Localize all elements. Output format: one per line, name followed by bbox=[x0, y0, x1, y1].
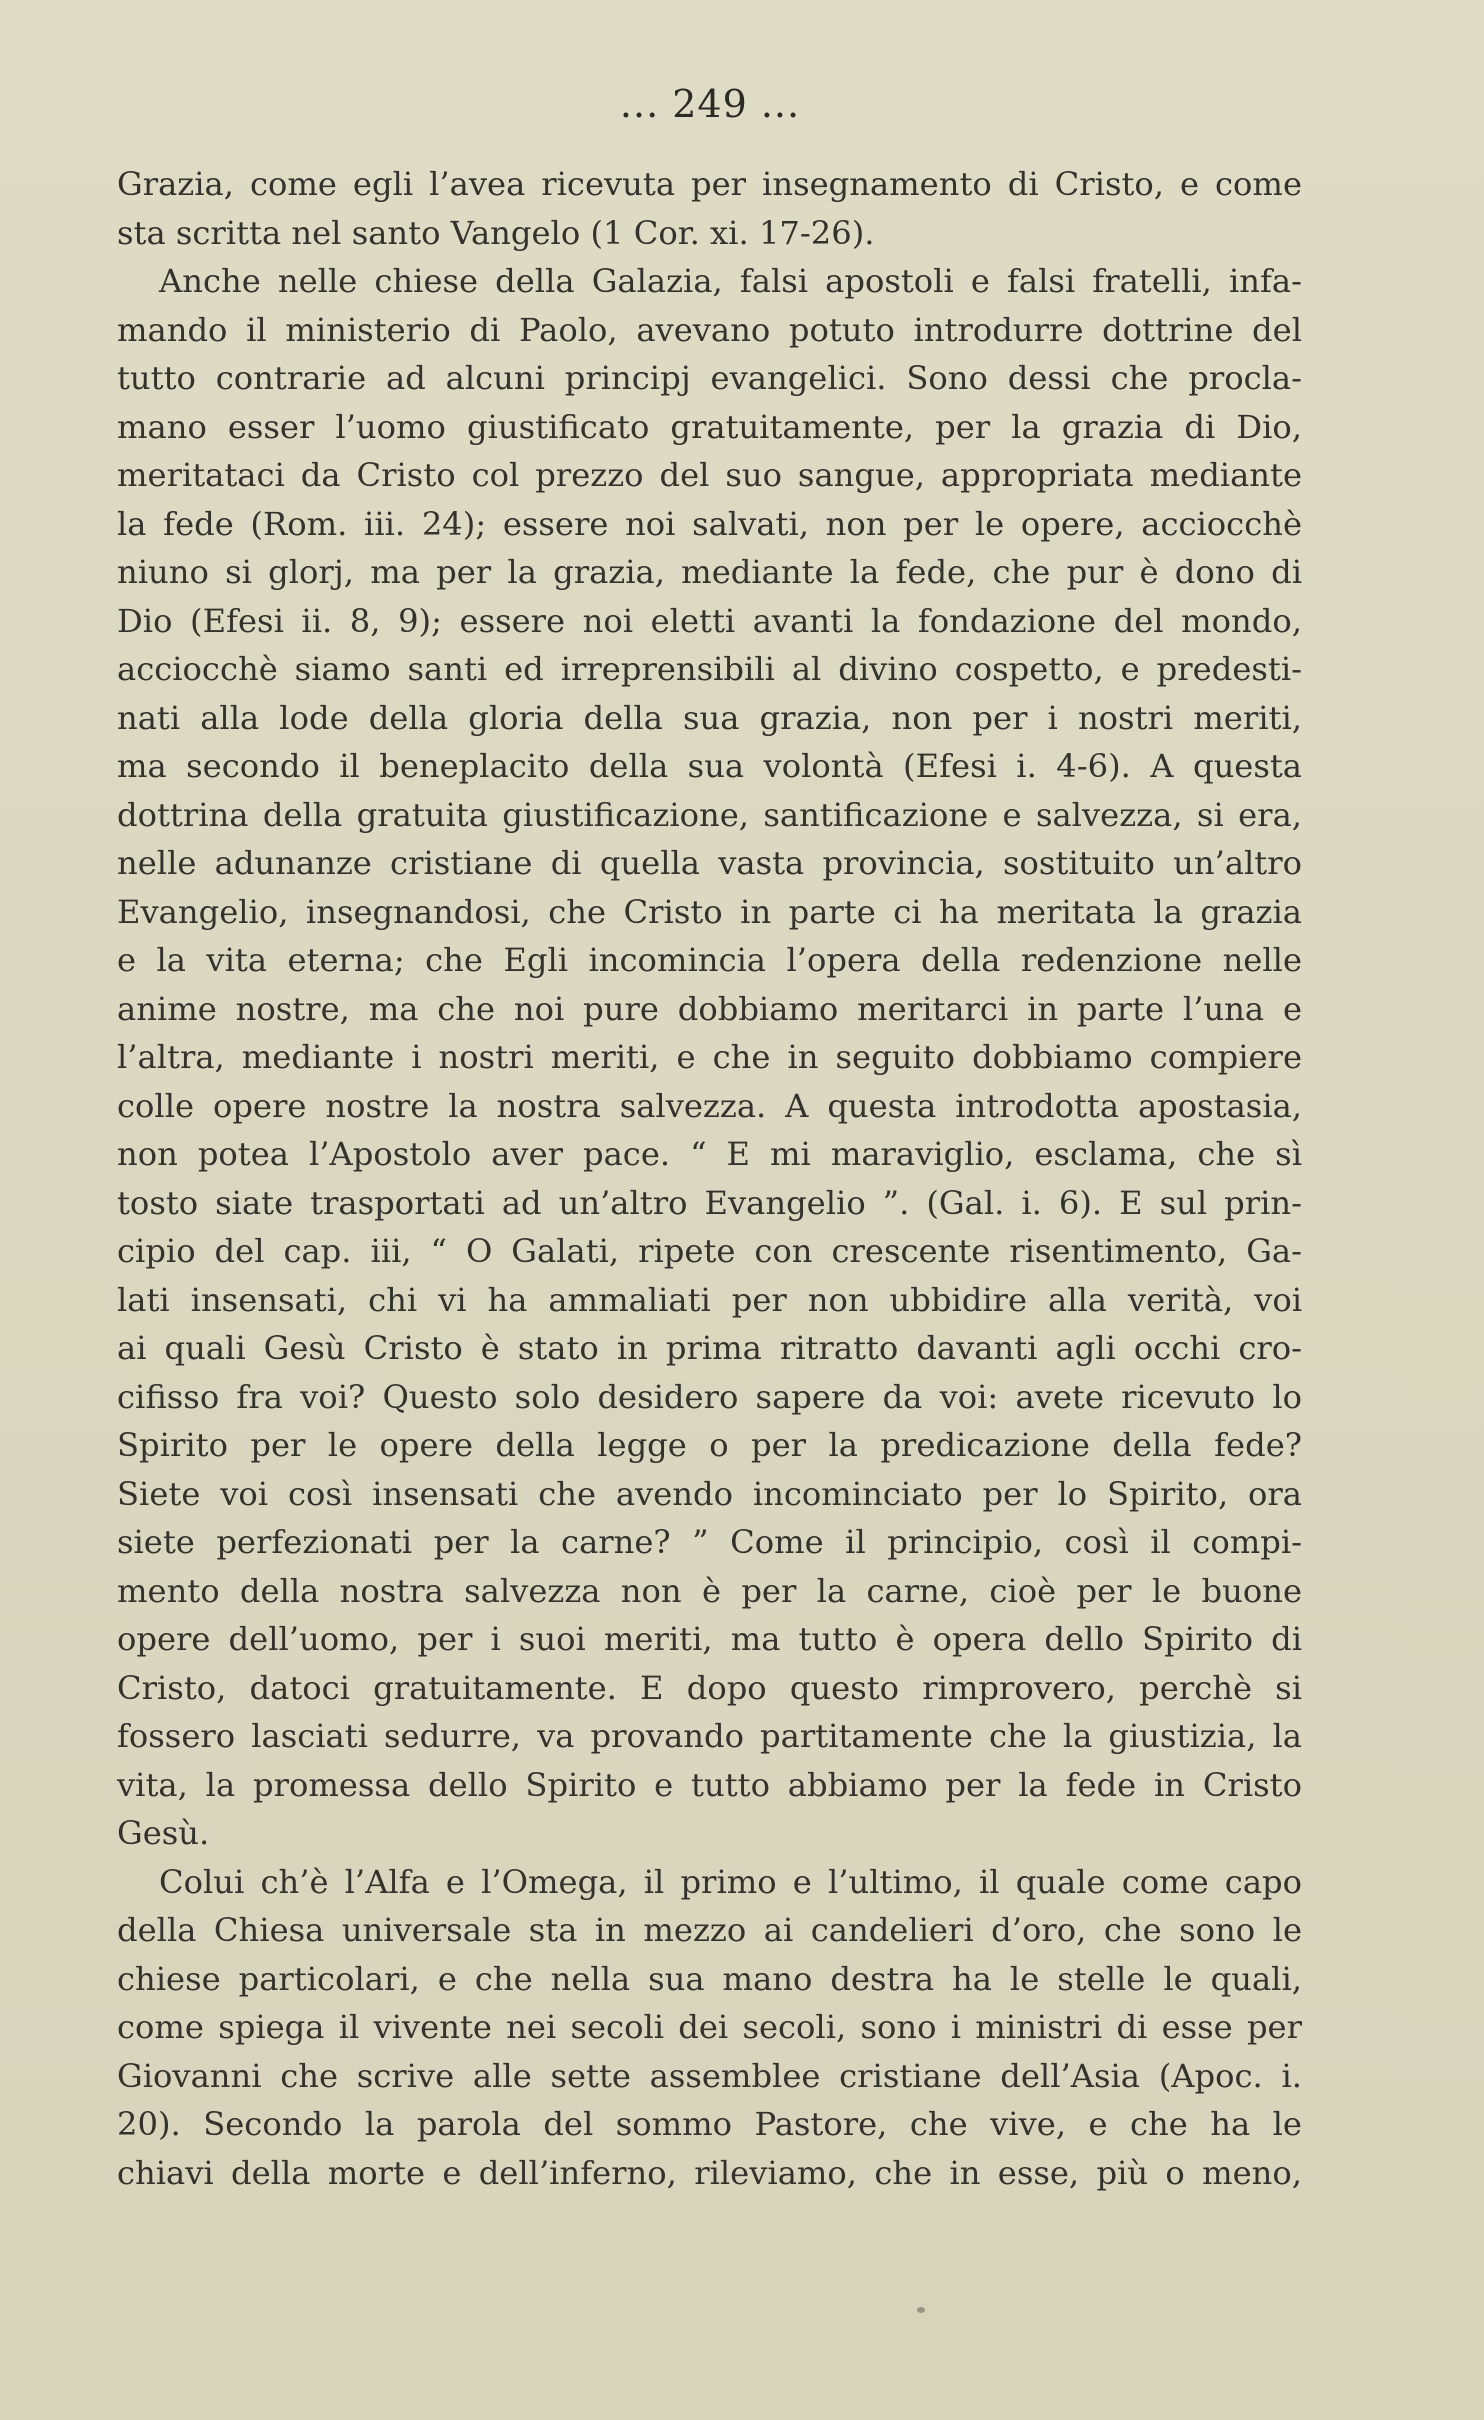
paper-speck bbox=[917, 2307, 925, 2313]
text-line: Anche nelle chiese della Galazia, falsi apostoli e falsi fratelli, infa- bbox=[159, 262, 1302, 300]
text-line: Spirito per le opere della legge o per la predicazione della fede? bbox=[117, 1426, 1302, 1464]
text-line: colle opere nostre la nostra salvezza. A questa introdotta apostasia, bbox=[117, 1086, 1302, 1125]
text-line: tosto siate trasportati ad un’altro Evangelio ”. (Gal. i. 6). E sul prin- bbox=[117, 1183, 1302, 1222]
text-line: della Chiesa universale sta in mezzo ai candelieri d’oro, che sono le bbox=[117, 1911, 1302, 1949]
text-line: Dio (Efesi ii. 8, 9); essere noi eletti avanti la fondazione del mondo, bbox=[117, 601, 1302, 640]
text-line: tutto contrarie ad alcuni principj evangelici. Sono dessi che procla- bbox=[117, 359, 1302, 397]
text-line: chiese particolari, e che nella sua mano destra ha le stelle le quali, bbox=[117, 1959, 1302, 1998]
text-line: come spiega il vivente nei secoli dei secoli, sono i ministri di esse per bbox=[117, 2008, 1302, 2046]
text-line: fossero lasciati sedurre, va provando partitamente che la giustizia, la bbox=[117, 1717, 1302, 1755]
text-line: opere dell’uomo, per i suoi meriti, ma tutto è opera dello Spirito di bbox=[117, 1620, 1302, 1658]
text-line: lati insensati, chi vi ha ammaliati per non ubbidire alla verità, voi bbox=[117, 1280, 1302, 1319]
text-line: meritataci da Cristo col prezzo del suo sangue, appropriata mediante bbox=[117, 456, 1302, 494]
text-line: nelle adunanze cristiane di quella vasta provincia, sostituito un’altro bbox=[117, 844, 1302, 882]
text-line: ai quali Gesù Cristo è stato in prima ritratto davanti agli occhi cro- bbox=[117, 1329, 1302, 1367]
text-line: non potea l’Apostolo aver pace. “ E mi maraviglio, esclama, che sì bbox=[117, 1135, 1302, 1173]
text-line: l’altra, mediante i nostri meriti, e che in seguito dobbiamo compiere bbox=[117, 1038, 1302, 1076]
text-line: siete perfezionati per la carne? ” Come il principio, così il compi- bbox=[117, 1523, 1302, 1561]
text-line: Grazia, come egli l’avea ricevuta per insegnamento di Cristo, e come bbox=[117, 165, 1302, 203]
text-line: mento della nostra salvezza non è per la carne, cioè per le buone bbox=[117, 1571, 1302, 1610]
text-line: dottrina della gratuita giustificazione, santificazione e salvezza, si era, bbox=[117, 795, 1302, 834]
text-line: anime nostre, ma che noi pure dobbiamo meritarci in parte l’una e bbox=[117, 989, 1302, 1028]
page-number: ... 249 ... bbox=[619, 82, 801, 126]
text-line: cifisso fra voi? Questo solo desidero sapere da voi: avete ricevuto lo bbox=[117, 1377, 1302, 1416]
text-line: acciocchè siamo santi ed irreprensibili al divino cospetto, e predesti- bbox=[117, 650, 1302, 688]
text-line: Cristo, datoci gratuitamente. E dopo questo rimprovero, perchè si bbox=[117, 1668, 1302, 1707]
text-line: mano esser l’uomo giustificato gratuitamente, per la grazia di Dio, bbox=[117, 407, 1302, 446]
text-line: cipio del cap. iii, “ O Galati, ripete con crescente risentimento, Ga- bbox=[117, 1232, 1302, 1270]
text-line: Siete voi così insensati che avendo incominciato per lo Spirito, ora bbox=[117, 1474, 1302, 1513]
text-line: Colui ch’è l’Alfa e l’Omega, il primo e l’ultimo, il quale come capo bbox=[159, 1862, 1302, 1901]
text-line: 20). Secondo la parola del sommo Pastore, che vive, e che ha le bbox=[117, 2105, 1302, 2143]
body-text bbox=[117, 160, 1302, 2197]
text-line: Giovanni che scrive alle sette assemblee cristiane dell’Asia (Apoc. i. bbox=[117, 2056, 1302, 2095]
text-line: ma secondo il beneplacito della sua volontà (Efesi i. 4-6). A questa bbox=[117, 747, 1302, 785]
text-line: Gesù. bbox=[117, 1814, 210, 1852]
text-line: sta scritta nel santo Vangelo (1 Cor. xi. 17-26). bbox=[117, 213, 875, 252]
text-line: Evangelio, insegnandosi, che Cristo in parte ci ha meritata la grazia bbox=[117, 892, 1302, 931]
text-line: mando il ministerio di Paolo, avevano potuto introdurre dottrine del bbox=[117, 310, 1302, 349]
text-line: la fede (Rom. iii. 24); essere noi salvati, non per le opere, acciocchè bbox=[117, 504, 1302, 543]
text-line: e la vita eterna; che Egli incomincia l’opera della redenzione nelle bbox=[117, 941, 1302, 979]
text-line: vita, la promessa dello Spirito e tutto abbiamo per la fede in Cristo bbox=[117, 1765, 1302, 1804]
text-line: niuno si glorj, ma per la grazia, mediante la fede, che pur è dono di bbox=[117, 553, 1302, 591]
text-line: nati alla lode della gloria della sua grazia, non per i nostri meriti, bbox=[117, 698, 1302, 737]
text-line: chiavi della morte e dell’inferno, rileviamo, che in esse, più o meno, bbox=[117, 2153, 1302, 2192]
